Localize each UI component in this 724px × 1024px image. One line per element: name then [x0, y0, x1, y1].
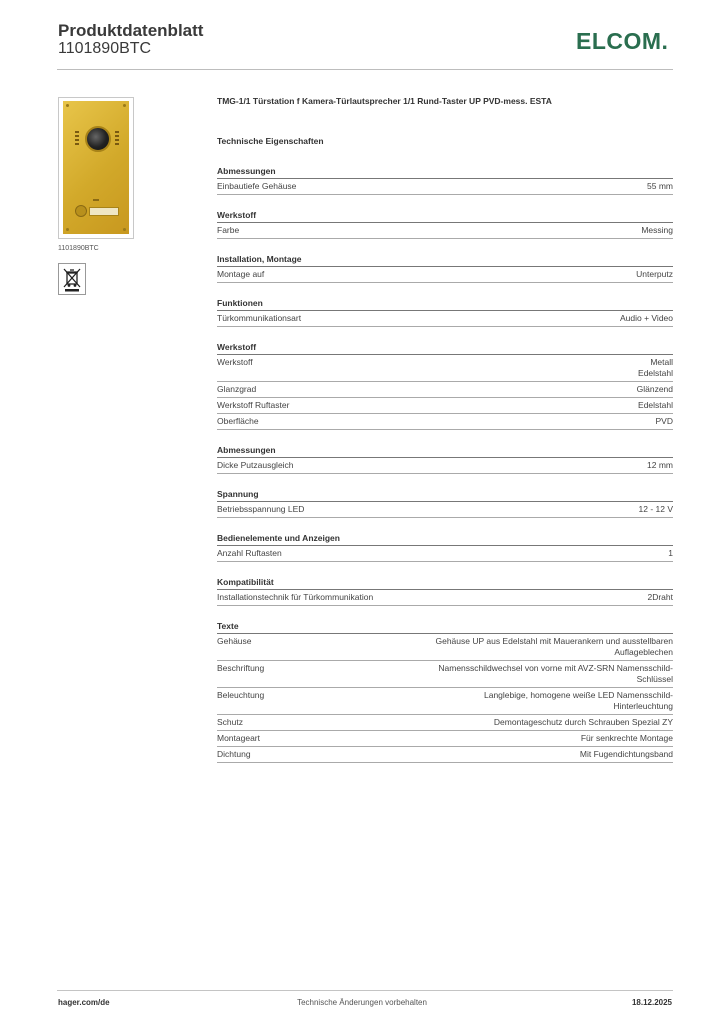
- spec-content: [217, 96, 673, 778]
- group-title: Installation, Montage: [217, 254, 673, 267]
- camera-icon: [85, 126, 111, 152]
- spec-row: [217, 688, 673, 715]
- spec-label: Installationstechnik für Türkommunikation: [217, 592, 374, 602]
- spec-row: [217, 355, 673, 382]
- spec-value: 12 mm: [647, 460, 673, 470]
- plate-logo: [93, 199, 99, 201]
- spec-row: [217, 546, 673, 562]
- image-caption: 1101890BTC: [58, 245, 99, 252]
- spec-row: [217, 458, 673, 474]
- spec-value: Demontageschutz durch Schrauben Spezial ZY: [493, 717, 673, 727]
- group-title: Funktionen: [217, 298, 673, 311]
- spec-value: Mit Fugendichtungsband: [579, 749, 673, 759]
- speaker-grill: [115, 131, 119, 145]
- spec-value: Messing: [641, 225, 673, 235]
- spec-row: [217, 731, 673, 747]
- group-title: Kompatibilität: [217, 577, 673, 590]
- spec-label: Gehäuse: [217, 636, 252, 646]
- spec-value: 55 mm: [647, 181, 673, 191]
- spec-label: Werkstoff: [217, 357, 253, 367]
- spec-value: Metall Edelstahl: [638, 357, 673, 378]
- product-image: [58, 97, 134, 239]
- spec-row: [217, 661, 673, 688]
- screw: [66, 228, 69, 231]
- spec-group: [217, 489, 673, 518]
- spec-value: PVD: [655, 416, 673, 426]
- footer-note: Technische Änderungen vorbehalten: [297, 998, 427, 1007]
- group-title: Spannung: [217, 489, 673, 502]
- name-label: [89, 207, 119, 216]
- brass-plate: [63, 101, 129, 234]
- speaker-grill: [75, 131, 79, 145]
- spec-group: [217, 342, 673, 430]
- spec-label: Farbe: [217, 225, 240, 235]
- spec-label: Türkommunikationsart: [217, 313, 302, 323]
- spec-label: Beleuchtung: [217, 690, 265, 700]
- spec-row: [217, 398, 673, 414]
- group-title: Abmessungen: [217, 166, 673, 179]
- spec-row: [217, 267, 673, 283]
- screw: [66, 104, 69, 107]
- call-button: [75, 205, 87, 217]
- spec-groups: [217, 166, 673, 763]
- spec-group: [217, 166, 673, 195]
- spec-row: [217, 590, 673, 606]
- spec-label: Betriebsspannung LED: [217, 504, 305, 514]
- spec-group: [217, 445, 673, 474]
- section-title: Technische Eigenschaften: [217, 136, 324, 146]
- article-number: 1101890BTC: [58, 40, 152, 57]
- group-title: Werkstoff: [217, 210, 673, 223]
- header-divider: [57, 69, 673, 70]
- spec-group: [217, 254, 673, 283]
- spec-label: Montage auf: [217, 269, 265, 279]
- spec-label: Dichtung: [217, 749, 251, 759]
- spec-label: Werkstoff Ruftaster: [217, 400, 290, 410]
- spec-row: [217, 223, 673, 239]
- spec-group: [217, 577, 673, 606]
- spec-value: Langlebige, homogene weiße LED Namensschild- Hinterleuchtung: [484, 690, 673, 711]
- spec-row: [217, 179, 673, 195]
- spec-group: [217, 533, 673, 562]
- screw: [123, 228, 126, 231]
- spec-row: [217, 715, 673, 731]
- spec-label: Oberfläche: [217, 416, 259, 426]
- product-title: TMG-1/1 Türstation f Kamera-Türlautsprecher 1/1 Rund-Taster UP PVD-mess. ESTA: [217, 96, 552, 106]
- spec-value: Glänzend: [636, 384, 673, 394]
- spec-value: Unterputz: [636, 269, 673, 279]
- group-title: Bedienelemente und Anzeigen: [217, 533, 673, 546]
- elcom-logo: ELCOM.: [576, 28, 669, 54]
- screw: [123, 104, 126, 107]
- spec-label: Montageart: [217, 733, 260, 743]
- spec-group: [217, 621, 673, 763]
- spec-value: Audio + Video: [619, 313, 673, 323]
- spec-row: [217, 634, 673, 661]
- spec-value: Für senkrechte Montage: [580, 733, 673, 743]
- spec-row: [217, 414, 673, 430]
- spec-value: Namensschildwechsel von vorne mit AVZ-SRN Namensschild- Schlüssel: [438, 663, 673, 684]
- page-title: Produktdatenblatt: [58, 21, 204, 40]
- spec-value: 12 - 12 V: [638, 504, 673, 514]
- spec-value: 2Draht: [647, 592, 673, 602]
- spec-group: [217, 298, 673, 327]
- footer-divider: [57, 990, 673, 991]
- group-title: Abmessungen: [217, 445, 673, 458]
- spec-value: Edelstahl: [638, 400, 673, 410]
- spec-label: Anzahl Ruftasten: [217, 548, 282, 558]
- spec-group: [217, 210, 673, 239]
- spec-label: Glanzgrad: [217, 384, 257, 394]
- spec-value: Gehäuse UP aus Edelstahl mit Mauerankern und ausstellbaren Auflageblechen: [435, 636, 673, 657]
- group-title: Texte: [217, 621, 673, 634]
- footer-date: 18.12.2025: [631, 998, 672, 1007]
- footer-website[interactable]: hager.com/de: [58, 998, 110, 1007]
- spec-row: [217, 747, 673, 763]
- spec-row: [217, 311, 673, 327]
- spec-label: Beschriftung: [217, 663, 265, 673]
- group-title: Werkstoff: [217, 342, 673, 355]
- spec-row: [217, 382, 673, 398]
- weee-icon: [58, 263, 86, 295]
- spec-label: Schutz: [217, 717, 243, 727]
- spec-label: Einbautiefe Gehäuse: [217, 181, 297, 191]
- spec-row: [217, 502, 673, 518]
- spec-value: 1: [668, 548, 673, 558]
- spec-label: Dicke Putzausgleich: [217, 460, 294, 470]
